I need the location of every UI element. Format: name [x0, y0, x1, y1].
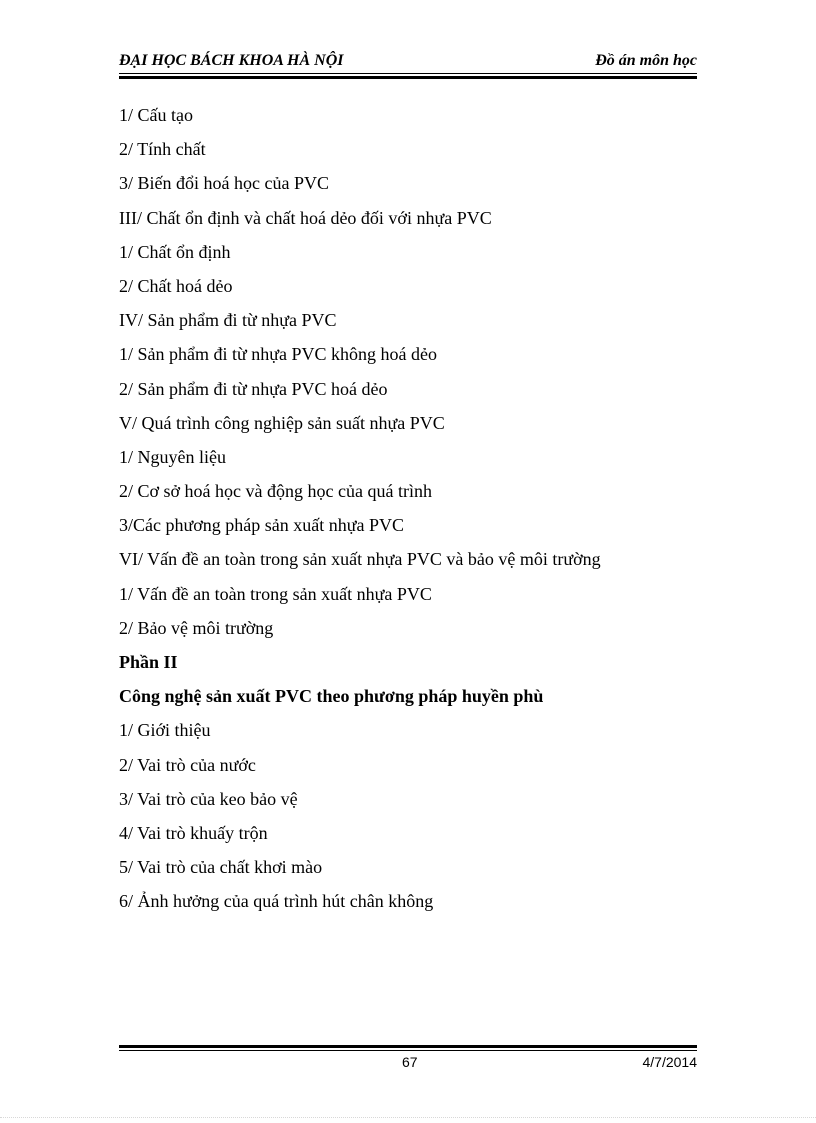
- toc-entry: VI/ Vấn đề an toàn trong sản xuất nhựa PVC và bảo vệ môi trường: [119, 549, 601, 570]
- section-heading: Công nghệ sản xuất PVC theo phương pháp huyền phù: [119, 686, 544, 707]
- header-rule-thin: [119, 73, 697, 74]
- document-type: Đồ án môn học: [595, 52, 697, 69]
- footer-rule-thin: [119, 1050, 697, 1051]
- toc-entry: 1/ Chất ổn định: [119, 241, 231, 262]
- toc-entry: 2/ Sản phẩm đi từ nhựa PVC hoá dẻo: [119, 378, 388, 399]
- toc-entry: 2/ Chất hoá dẻo: [119, 275, 233, 296]
- toc-entry: IV/ Sản phẩm đi từ nhựa PVC: [119, 310, 337, 331]
- toc-entry: 2/ Cơ sở hoá học và động học của quá trình: [119, 481, 432, 502]
- toc-entry: 1/ Vấn đề an toàn trong sản xuất nhựa PVC: [119, 583, 432, 604]
- toc-entry: 3/ Biến đổi hoá học của PVC: [119, 173, 329, 194]
- toc-entry: 6/ Ảnh hưởng của quá trình hút chân không: [119, 891, 434, 912]
- toc-entry: 2/ Bảo vệ môi trường: [119, 617, 274, 638]
- toc-entry: 1/ Nguyên liệu: [119, 446, 226, 467]
- footer-rule-thick: [119, 1045, 697, 1048]
- university-name: ĐẠI HỌC BÁCH KHOA HÀ NỘI: [119, 52, 344, 69]
- table-of-contents: [119, 101, 699, 922]
- toc-entry: 4/ Vai trò khuấy trộn: [119, 822, 268, 843]
- toc-entry: 2/ Tính chất: [119, 139, 206, 160]
- page-footer: [119, 1045, 697, 1075]
- toc-entry: 3/ Vai trò của keo bảo vệ: [119, 788, 298, 809]
- header-rule-thick: [119, 76, 697, 79]
- page-header: [119, 50, 697, 76]
- page-edge-divider: [0, 1117, 816, 1118]
- toc-entry: 2/ Vai trò của nước: [119, 754, 256, 775]
- page-number: 67: [402, 1054, 418, 1070]
- toc-entry: 3/Các phương pháp sản xuất nhựa PVC: [119, 515, 404, 536]
- toc-entry: 5/ Vai trò của chất khơi mào: [119, 857, 323, 878]
- toc-entry: 1/ Sản phẩm đi từ nhựa PVC không hoá dẻo: [119, 344, 437, 365]
- section-heading: Phần II: [119, 652, 178, 672]
- toc-entry: V/ Quá trình công nghiệp sản suất nhựa PVC: [119, 412, 445, 433]
- toc-entry: 1/ Giới thiệu: [119, 720, 211, 741]
- toc-entry: III/ Chất ổn định và chất hoá dẻo đối với nhựa PVC: [119, 207, 492, 228]
- toc-entry: 1/ Cấu tạo: [119, 105, 193, 125]
- footer-date: 4/7/2014: [642, 1054, 697, 1070]
